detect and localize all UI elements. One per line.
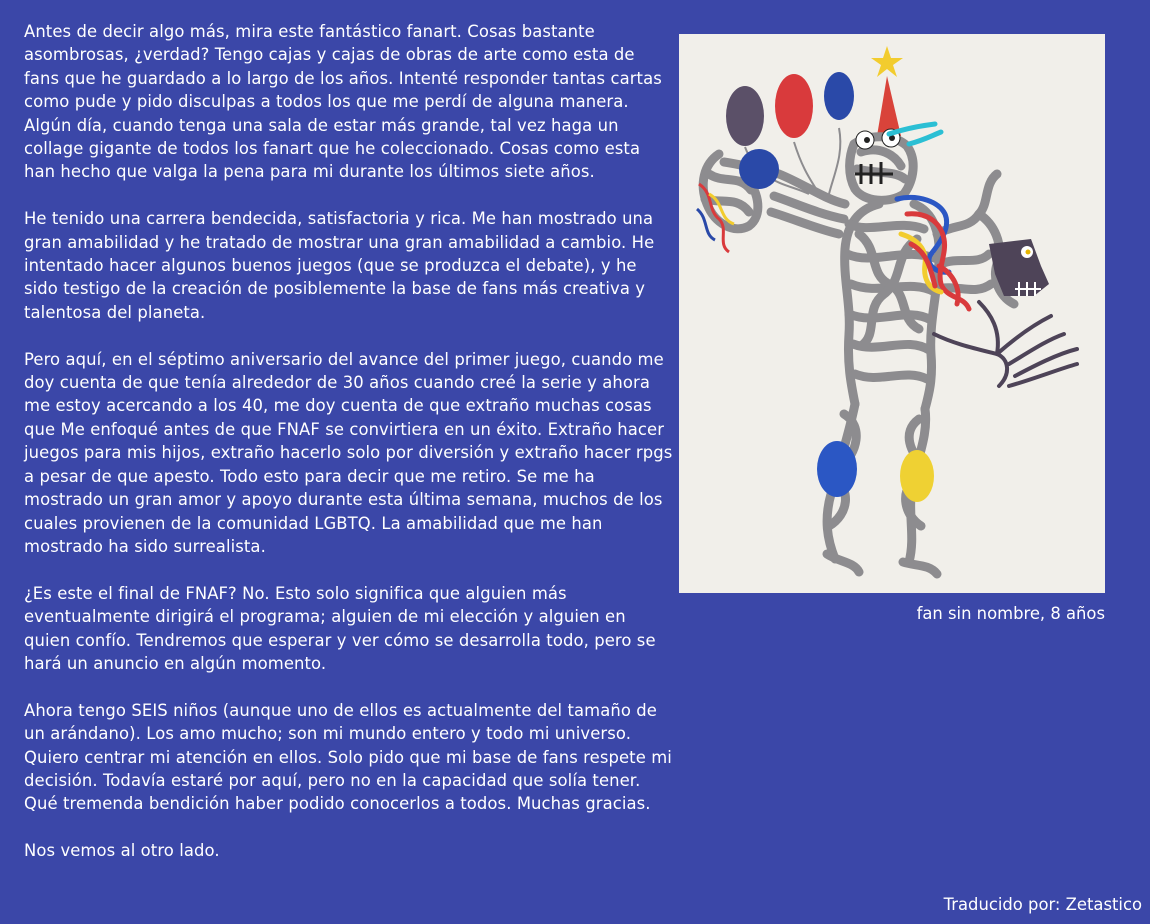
image-caption: fan sin nombre, 8 años	[916, 604, 1105, 623]
yellow-leg-patch	[900, 450, 934, 502]
letter-paragraph: ¿Es este el final de FNAF? No. Esto solo significa que alguien más eventualmente dirigirá el programa; alguien de mi elección y alguien en quien confío. Tendremos que esperar y ver cómo se desarrolla todo, pero se hará un anuncio en algún momento.	[24, 583, 656, 673]
purple-balloon	[726, 86, 764, 146]
red-balloon	[775, 74, 813, 138]
blue-hand-blob	[739, 149, 779, 189]
blue-leg-patch	[817, 441, 857, 497]
letter-paragraph: He tenido una carrera bendecida, satisfactoria y rica. Me han mostrado una gran amabilidad y he tratado de mostrar una gran amabilidad a cambio. He intentado hacer algunos buenos juegos (que se produzca el debate), y he sido testigo de la creación de posiblemente la base de fans más creativa y talentosa del planeta.	[24, 209, 655, 322]
blue-balloon	[824, 72, 854, 120]
letter-paragraph: Ahora tengo SEIS niños (aunque uno de ellos es actualmente del tamaño de un arándano). Los amo mucho; son mi mundo entero y todo mi universo. Quiero centrar mi atención en ellos. Solo pido que mi base de fans respete mi decisión. Todavía estaré por aquí, pero no en la capacidad que solía tener. Qué tremenda bendición haber podido conocerlos a todos. Muchas gracias.	[24, 700, 672, 814]
fanart-drawing	[679, 34, 1105, 593]
letter-text	[24, 20, 674, 863]
translation-credit: Traducido por: Zetastico	[943, 895, 1142, 914]
fanart-image	[679, 34, 1105, 593]
letter-paragraph: Pero aquí, en el séptimo aniversario del avance del primer juego, cuando me doy cuenta de que tenía alrededor de 30 años cuando creé la serie y ahora me estoy acercando a los 40, me doy cuenta de que extraño muchas cosas que Me enfoqué antes de que FNAF se convirtiera en un éxito. Extraño hacer juegos para mis hijos, extraño hacerlo solo por diversión y extraño hacer rpgs a pesar de que apesto. Todo esto para decir que me retiro. Se me ha mostrado un gran amor y apoyo durante esta última semana, muchos de los cuales provienen de la comunidad LGBTQ. La amabilidad que me han mostrado ha sido surrealista.	[24, 349, 673, 556]
pupil-left	[864, 137, 870, 143]
letter-paragraph: Antes de decir algo más, mira este fantástico fanart. Cosas bastante asombrosas, ¿verdad? Tengo cajas y cajas de obras de arte como esta de fans que he guardado a lo largo de los años. Intenté responder tantas cartas como pude y pido disculpas a todos los que me perdí de alguna manera. Algún día, cuando tenga una sala de estar más grande, tal vez haga un collage gigante de todos los fanart que he coleccionado. Cosas como esta han hecho que valga la pena para mi durante los últimos siete años.	[24, 22, 662, 182]
letter-paragraph: Nos vemos al otro lado.	[24, 841, 220, 861]
skull-pupil	[1026, 250, 1031, 255]
